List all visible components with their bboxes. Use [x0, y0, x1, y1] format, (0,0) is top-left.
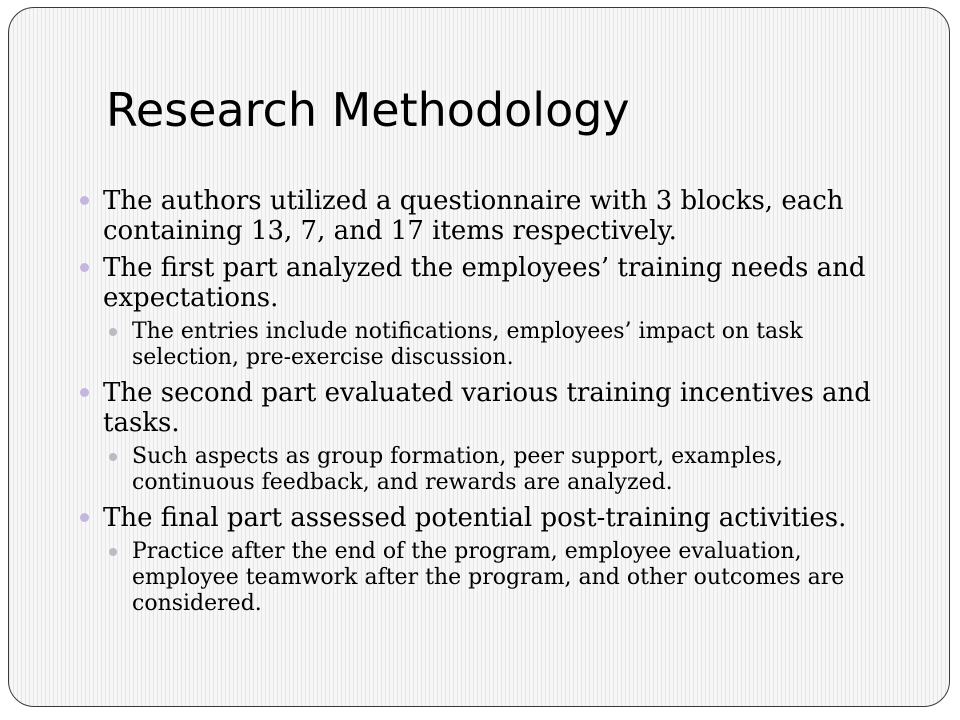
bullet-text: The first part analyzed the employees’ training needs and expectations.: [103, 253, 866, 313]
circle-bullet-icon: [109, 328, 117, 336]
bullet-text: The second part evaluated various training incentives and tasks.: [103, 378, 871, 438]
sub-bullet-text: The entries include notifications, employees’ impact on task selection, pre-exercise discussion.: [132, 319, 803, 370]
bullet-item: [77, 186, 907, 246]
slide-content: [77, 186, 907, 624]
bullet-item: [77, 503, 907, 617]
sub-bullet-item: [103, 444, 907, 496]
circle-bullet-icon: [109, 548, 117, 556]
circle-bullet-icon: [80, 196, 89, 205]
sub-bullet-list: [103, 319, 907, 371]
sub-bullet-text: Practice after the end of the program, employee evaluation, employee teamwork after the program, and other outcomes are considered.: [132, 539, 845, 616]
bullet-text: The authors utilized a questionnaire with 3 blocks, each containing 13, 7, and 17 items respectively.: [103, 186, 844, 246]
bullet-item: [77, 253, 907, 371]
sub-bullet-text: Such aspects as group formation, peer support, examples, continuous feedback, and rewards are analyzed.: [132, 444, 783, 495]
slide-frame: [8, 7, 950, 707]
bullet-list: [77, 186, 907, 617]
circle-bullet-icon: [80, 388, 89, 397]
slide-title: Research Methodology: [106, 83, 630, 137]
sub-bullet-item: [103, 539, 907, 617]
sub-bullet-list: [103, 444, 907, 496]
bullet-text: The final part assessed potential post-training activities.: [103, 503, 847, 533]
sub-bullet-list: [103, 539, 907, 617]
bullet-item: [77, 378, 907, 496]
circle-bullet-icon: [109, 453, 117, 461]
circle-bullet-icon: [80, 263, 89, 272]
sub-bullet-item: [103, 319, 907, 371]
circle-bullet-icon: [80, 513, 89, 522]
